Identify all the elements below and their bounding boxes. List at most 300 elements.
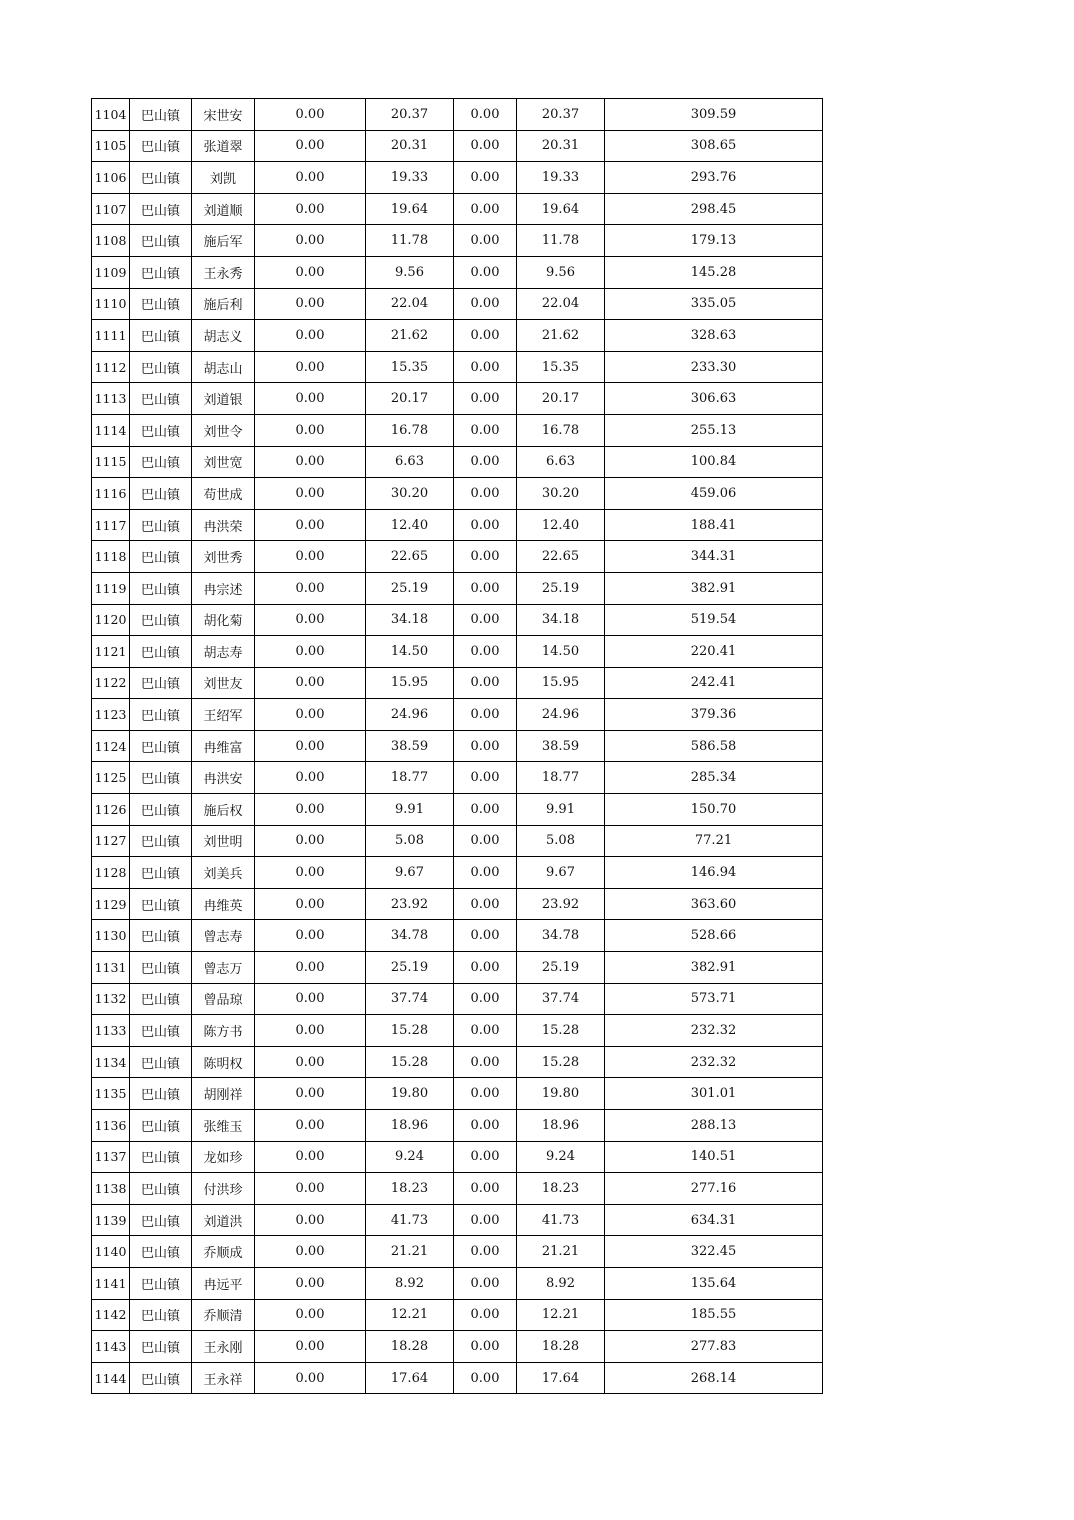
name-cell: 冉远平 (192, 1267, 255, 1299)
value-cell-1: 0.00 (255, 351, 366, 383)
name-cell: 乔顺清 (192, 1299, 255, 1331)
town-cell: 巴山镇 (130, 762, 192, 794)
row-number-cell: 1105 (92, 130, 130, 162)
value-cell-1: 0.00 (255, 162, 366, 194)
row-number-cell: 1119 (92, 572, 130, 604)
value-cell-1: 0.00 (255, 1078, 366, 1110)
table-row (92, 1173, 823, 1205)
table-row (92, 888, 823, 920)
value-cell-3: 0.00 (454, 699, 517, 731)
row-number-cell: 1117 (92, 509, 130, 541)
amount-cell: 459.06 (605, 478, 823, 510)
value-cell-3: 0.00 (454, 351, 517, 383)
value-cell-4: 17.64 (517, 1362, 605, 1394)
name-cell: 刘道银 (192, 383, 255, 415)
town-cell: 巴山镇 (130, 130, 192, 162)
value-cell-4: 21.62 (517, 320, 605, 352)
name-cell: 宋世安 (192, 99, 255, 131)
value-cell-4: 25.19 (517, 952, 605, 984)
amount-cell: 232.32 (605, 1046, 823, 1078)
value-cell-3: 0.00 (454, 1236, 517, 1268)
table-row (92, 857, 823, 889)
value-cell-2: 19.33 (366, 162, 454, 194)
value-cell-2: 24.96 (366, 699, 454, 731)
table-row (92, 509, 823, 541)
amount-cell: 328.63 (605, 320, 823, 352)
table-body (92, 99, 823, 1394)
name-cell: 曾志寿 (192, 920, 255, 952)
name-cell: 王永刚 (192, 1331, 255, 1363)
town-cell: 巴山镇 (130, 162, 192, 194)
table-row (92, 99, 823, 131)
value-cell-3: 0.00 (454, 888, 517, 920)
table-row (92, 383, 823, 415)
row-number-cell: 1111 (92, 320, 130, 352)
row-number-cell: 1137 (92, 1141, 130, 1173)
table-row (92, 699, 823, 731)
value-cell-4: 41.73 (517, 1204, 605, 1236)
value-cell-4: 11.78 (517, 225, 605, 257)
name-cell: 胡刚祥 (192, 1078, 255, 1110)
value-cell-2: 18.77 (366, 762, 454, 794)
value-cell-4: 15.95 (517, 667, 605, 699)
table-row (92, 256, 823, 288)
value-cell-3: 0.00 (454, 1110, 517, 1142)
value-cell-3: 0.00 (454, 193, 517, 225)
value-cell-4: 38.59 (517, 730, 605, 762)
town-cell: 巴山镇 (130, 414, 192, 446)
amount-cell: 140.51 (605, 1141, 823, 1173)
name-cell: 施后利 (192, 288, 255, 320)
value-cell-1: 0.00 (255, 794, 366, 826)
row-number-cell: 1127 (92, 825, 130, 857)
row-number-cell: 1106 (92, 162, 130, 194)
value-cell-1: 0.00 (255, 1110, 366, 1142)
value-cell-2: 20.31 (366, 130, 454, 162)
row-number-cell: 1114 (92, 414, 130, 446)
value-cell-1: 0.00 (255, 193, 366, 225)
town-cell: 巴山镇 (130, 1141, 192, 1173)
row-number-cell: 1141 (92, 1267, 130, 1299)
table-row (92, 1267, 823, 1299)
value-cell-2: 15.35 (366, 351, 454, 383)
amount-cell: 150.70 (605, 794, 823, 826)
name-cell: 刘道顺 (192, 193, 255, 225)
value-cell-1: 0.00 (255, 478, 366, 510)
value-cell-1: 0.00 (255, 1299, 366, 1331)
value-cell-1: 0.00 (255, 604, 366, 636)
value-cell-2: 18.28 (366, 1331, 454, 1363)
name-cell: 刘道洪 (192, 1204, 255, 1236)
value-cell-3: 0.00 (454, 825, 517, 857)
value-cell-1: 0.00 (255, 130, 366, 162)
amount-cell: 135.64 (605, 1267, 823, 1299)
row-number-cell: 1132 (92, 983, 130, 1015)
town-cell: 巴山镇 (130, 1331, 192, 1363)
name-cell: 曾品琼 (192, 983, 255, 1015)
amount-cell: 519.54 (605, 604, 823, 636)
value-cell-4: 15.28 (517, 1015, 605, 1047)
name-cell: 胡志义 (192, 320, 255, 352)
town-cell: 巴山镇 (130, 351, 192, 383)
town-cell: 巴山镇 (130, 1299, 192, 1331)
row-number-cell: 1124 (92, 730, 130, 762)
value-cell-1: 0.00 (255, 320, 366, 352)
value-cell-1: 0.00 (255, 857, 366, 889)
value-cell-2: 14.50 (366, 636, 454, 668)
value-cell-4: 15.28 (517, 1046, 605, 1078)
name-cell: 张维玉 (192, 1110, 255, 1142)
town-cell: 巴山镇 (130, 1046, 192, 1078)
table-row (92, 225, 823, 257)
table-row (92, 1046, 823, 1078)
name-cell: 冉维英 (192, 888, 255, 920)
value-cell-4: 23.92 (517, 888, 605, 920)
town-cell: 巴山镇 (130, 1362, 192, 1394)
name-cell: 乔顺成 (192, 1236, 255, 1268)
value-cell-1: 0.00 (255, 572, 366, 604)
name-cell: 王绍军 (192, 699, 255, 731)
value-cell-2: 21.21 (366, 1236, 454, 1268)
value-cell-1: 0.00 (255, 920, 366, 952)
value-cell-2: 5.08 (366, 825, 454, 857)
value-cell-2: 20.17 (366, 383, 454, 415)
value-cell-3: 0.00 (454, 478, 517, 510)
value-cell-4: 12.21 (517, 1299, 605, 1331)
value-cell-2: 9.24 (366, 1141, 454, 1173)
value-cell-2: 17.64 (366, 1362, 454, 1394)
table-row (92, 351, 823, 383)
value-cell-3: 0.00 (454, 730, 517, 762)
value-cell-2: 34.18 (366, 604, 454, 636)
amount-cell: 379.36 (605, 699, 823, 731)
value-cell-2: 11.78 (366, 225, 454, 257)
amount-cell: 298.45 (605, 193, 823, 225)
table-row (92, 952, 823, 984)
value-cell-4: 34.18 (517, 604, 605, 636)
value-cell-1: 0.00 (255, 636, 366, 668)
row-number-cell: 1138 (92, 1173, 130, 1205)
value-cell-2: 21.62 (366, 320, 454, 352)
town-cell: 巴山镇 (130, 446, 192, 478)
value-cell-4: 19.33 (517, 162, 605, 194)
row-number-cell: 1108 (92, 225, 130, 257)
value-cell-3: 0.00 (454, 1267, 517, 1299)
table-row (92, 762, 823, 794)
value-cell-2: 16.78 (366, 414, 454, 446)
name-cell: 刘世明 (192, 825, 255, 857)
table-row (92, 1141, 823, 1173)
table-row (92, 288, 823, 320)
value-cell-2: 6.63 (366, 446, 454, 478)
value-cell-3: 0.00 (454, 256, 517, 288)
name-cell: 冉维富 (192, 730, 255, 762)
value-cell-1: 0.00 (255, 888, 366, 920)
town-cell: 巴山镇 (130, 1015, 192, 1047)
town-cell: 巴山镇 (130, 920, 192, 952)
value-cell-2: 38.59 (366, 730, 454, 762)
value-cell-4: 25.19 (517, 572, 605, 604)
row-number-cell: 1134 (92, 1046, 130, 1078)
name-cell: 刘美兵 (192, 857, 255, 889)
value-cell-3: 0.00 (454, 572, 517, 604)
value-cell-3: 0.00 (454, 414, 517, 446)
value-cell-4: 9.56 (517, 256, 605, 288)
name-cell: 施后权 (192, 794, 255, 826)
town-cell: 巴山镇 (130, 1110, 192, 1142)
value-cell-2: 9.91 (366, 794, 454, 826)
value-cell-1: 0.00 (255, 256, 366, 288)
value-cell-4: 20.31 (517, 130, 605, 162)
amount-cell: 301.01 (605, 1078, 823, 1110)
value-cell-2: 15.28 (366, 1046, 454, 1078)
row-number-cell: 1143 (92, 1331, 130, 1363)
value-cell-3: 0.00 (454, 99, 517, 131)
value-cell-2: 9.56 (366, 256, 454, 288)
amount-cell: 285.34 (605, 762, 823, 794)
value-cell-4: 20.37 (517, 99, 605, 131)
row-number-cell: 1144 (92, 1362, 130, 1394)
row-number-cell: 1128 (92, 857, 130, 889)
value-cell-2: 41.73 (366, 1204, 454, 1236)
town-cell: 巴山镇 (130, 888, 192, 920)
value-cell-3: 0.00 (454, 604, 517, 636)
value-cell-4: 19.80 (517, 1078, 605, 1110)
value-cell-1: 0.00 (255, 288, 366, 320)
value-cell-3: 0.00 (454, 1015, 517, 1047)
value-cell-1: 0.00 (255, 1236, 366, 1268)
name-cell: 王永祥 (192, 1362, 255, 1394)
value-cell-1: 0.00 (255, 225, 366, 257)
value-cell-1: 0.00 (255, 952, 366, 984)
value-cell-2: 15.28 (366, 1015, 454, 1047)
table-row (92, 446, 823, 478)
value-cell-1: 0.00 (255, 1046, 366, 1078)
town-cell: 巴山镇 (130, 794, 192, 826)
amount-cell: 188.41 (605, 509, 823, 541)
value-cell-2: 18.23 (366, 1173, 454, 1205)
row-number-cell: 1122 (92, 667, 130, 699)
value-cell-2: 19.80 (366, 1078, 454, 1110)
value-cell-1: 0.00 (255, 1331, 366, 1363)
town-cell: 巴山镇 (130, 320, 192, 352)
amount-cell: 363.60 (605, 888, 823, 920)
name-cell: 陈明权 (192, 1046, 255, 1078)
table-row (92, 541, 823, 573)
value-cell-2: 22.65 (366, 541, 454, 573)
amount-cell: 277.16 (605, 1173, 823, 1205)
value-cell-2: 12.40 (366, 509, 454, 541)
value-cell-2: 18.96 (366, 1110, 454, 1142)
town-cell: 巴山镇 (130, 825, 192, 857)
value-cell-4: 30.20 (517, 478, 605, 510)
table-row (92, 1078, 823, 1110)
value-cell-3: 0.00 (454, 920, 517, 952)
table-row (92, 162, 823, 194)
table-row (92, 730, 823, 762)
amount-cell: 573.71 (605, 983, 823, 1015)
name-cell: 刘世友 (192, 667, 255, 699)
value-cell-4: 5.08 (517, 825, 605, 857)
value-cell-1: 0.00 (255, 1173, 366, 1205)
town-cell: 巴山镇 (130, 1204, 192, 1236)
name-cell: 刘凯 (192, 162, 255, 194)
name-cell: 刘世宽 (192, 446, 255, 478)
row-number-cell: 1116 (92, 478, 130, 510)
town-cell: 巴山镇 (130, 225, 192, 257)
row-number-cell: 1121 (92, 636, 130, 668)
table-row (92, 130, 823, 162)
name-cell: 龙如珍 (192, 1141, 255, 1173)
amount-cell: 268.14 (605, 1362, 823, 1394)
value-cell-4: 22.65 (517, 541, 605, 573)
amount-cell: 335.05 (605, 288, 823, 320)
amount-cell: 634.31 (605, 1204, 823, 1236)
amount-cell: 185.55 (605, 1299, 823, 1331)
value-cell-3: 0.00 (454, 130, 517, 162)
value-cell-4: 9.67 (517, 857, 605, 889)
amount-cell: 382.91 (605, 952, 823, 984)
value-cell-3: 0.00 (454, 636, 517, 668)
amount-cell: 306.63 (605, 383, 823, 415)
table-row (92, 1362, 823, 1394)
town-cell: 巴山镇 (130, 699, 192, 731)
row-number-cell: 1136 (92, 1110, 130, 1142)
value-cell-3: 0.00 (454, 952, 517, 984)
value-cell-2: 22.04 (366, 288, 454, 320)
value-cell-3: 0.00 (454, 1299, 517, 1331)
name-cell: 胡志寿 (192, 636, 255, 668)
row-number-cell: 1115 (92, 446, 130, 478)
table-row (92, 1204, 823, 1236)
town-cell: 巴山镇 (130, 730, 192, 762)
value-cell-1: 0.00 (255, 762, 366, 794)
value-cell-3: 0.00 (454, 225, 517, 257)
value-cell-4: 16.78 (517, 414, 605, 446)
amount-cell: 146.94 (605, 857, 823, 889)
row-number-cell: 1109 (92, 256, 130, 288)
row-number-cell: 1126 (92, 794, 130, 826)
value-cell-3: 0.00 (454, 162, 517, 194)
table-row (92, 414, 823, 446)
value-cell-3: 0.00 (454, 1362, 517, 1394)
value-cell-4: 22.04 (517, 288, 605, 320)
value-cell-1: 0.00 (255, 667, 366, 699)
amount-cell: 100.84 (605, 446, 823, 478)
name-cell: 冉洪荣 (192, 509, 255, 541)
value-cell-2: 34.78 (366, 920, 454, 952)
town-cell: 巴山镇 (130, 478, 192, 510)
value-cell-1: 0.00 (255, 383, 366, 415)
town-cell: 巴山镇 (130, 983, 192, 1015)
town-cell: 巴山镇 (130, 1173, 192, 1205)
row-number-cell: 1123 (92, 699, 130, 731)
value-cell-4: 21.21 (517, 1236, 605, 1268)
row-number-cell: 1113 (92, 383, 130, 415)
town-cell: 巴山镇 (130, 572, 192, 604)
value-cell-1: 0.00 (255, 541, 366, 573)
value-cell-4: 15.35 (517, 351, 605, 383)
row-number-cell: 1139 (92, 1204, 130, 1236)
amount-cell: 288.13 (605, 1110, 823, 1142)
value-cell-1: 0.00 (255, 446, 366, 478)
value-cell-4: 37.74 (517, 983, 605, 1015)
name-cell: 施后军 (192, 225, 255, 257)
row-number-cell: 1107 (92, 193, 130, 225)
table-row (92, 604, 823, 636)
table-row (92, 667, 823, 699)
value-cell-2: 19.64 (366, 193, 454, 225)
value-cell-1: 0.00 (255, 1015, 366, 1047)
table-row (92, 794, 823, 826)
town-cell: 巴山镇 (130, 193, 192, 225)
value-cell-3: 0.00 (454, 762, 517, 794)
value-cell-1: 0.00 (255, 1267, 366, 1299)
value-cell-1: 0.00 (255, 99, 366, 131)
name-cell: 苟世成 (192, 478, 255, 510)
value-cell-4: 18.28 (517, 1331, 605, 1363)
name-cell: 胡志山 (192, 351, 255, 383)
value-cell-3: 0.00 (454, 857, 517, 889)
value-cell-3: 0.00 (454, 320, 517, 352)
value-cell-1: 0.00 (255, 1362, 366, 1394)
table-row (92, 825, 823, 857)
amount-cell: 382.91 (605, 572, 823, 604)
row-number-cell: 1112 (92, 351, 130, 383)
amount-cell: 232.32 (605, 1015, 823, 1047)
row-number-cell: 1142 (92, 1299, 130, 1331)
amount-cell: 77.21 (605, 825, 823, 857)
amount-cell: 322.45 (605, 1236, 823, 1268)
value-cell-4: 18.23 (517, 1173, 605, 1205)
value-cell-3: 0.00 (454, 288, 517, 320)
amount-cell: 528.66 (605, 920, 823, 952)
value-cell-2: 25.19 (366, 952, 454, 984)
name-cell: 曾志万 (192, 952, 255, 984)
town-cell: 巴山镇 (130, 952, 192, 984)
value-cell-1: 0.00 (255, 509, 366, 541)
value-cell-3: 0.00 (454, 509, 517, 541)
amount-cell: 233.30 (605, 351, 823, 383)
town-cell: 巴山镇 (130, 1236, 192, 1268)
amount-cell: 308.65 (605, 130, 823, 162)
table-row (92, 1331, 823, 1363)
value-cell-2: 37.74 (366, 983, 454, 1015)
value-cell-3: 0.00 (454, 1173, 517, 1205)
table-row (92, 1015, 823, 1047)
name-cell: 刘世令 (192, 414, 255, 446)
town-cell: 巴山镇 (130, 1078, 192, 1110)
value-cell-2: 15.95 (366, 667, 454, 699)
row-number-cell: 1140 (92, 1236, 130, 1268)
town-cell: 巴山镇 (130, 604, 192, 636)
value-cell-4: 18.96 (517, 1110, 605, 1142)
value-cell-3: 0.00 (454, 1204, 517, 1236)
value-cell-1: 0.00 (255, 825, 366, 857)
amount-cell: 242.41 (605, 667, 823, 699)
row-number-cell: 1120 (92, 604, 130, 636)
row-number-cell: 1133 (92, 1015, 130, 1047)
value-cell-2: 8.92 (366, 1267, 454, 1299)
value-cell-3: 0.00 (454, 446, 517, 478)
name-cell: 冉洪安 (192, 762, 255, 794)
table-row (92, 478, 823, 510)
town-cell: 巴山镇 (130, 667, 192, 699)
value-cell-4: 8.92 (517, 1267, 605, 1299)
row-number-cell: 1110 (92, 288, 130, 320)
table-row (92, 193, 823, 225)
table-row (92, 320, 823, 352)
